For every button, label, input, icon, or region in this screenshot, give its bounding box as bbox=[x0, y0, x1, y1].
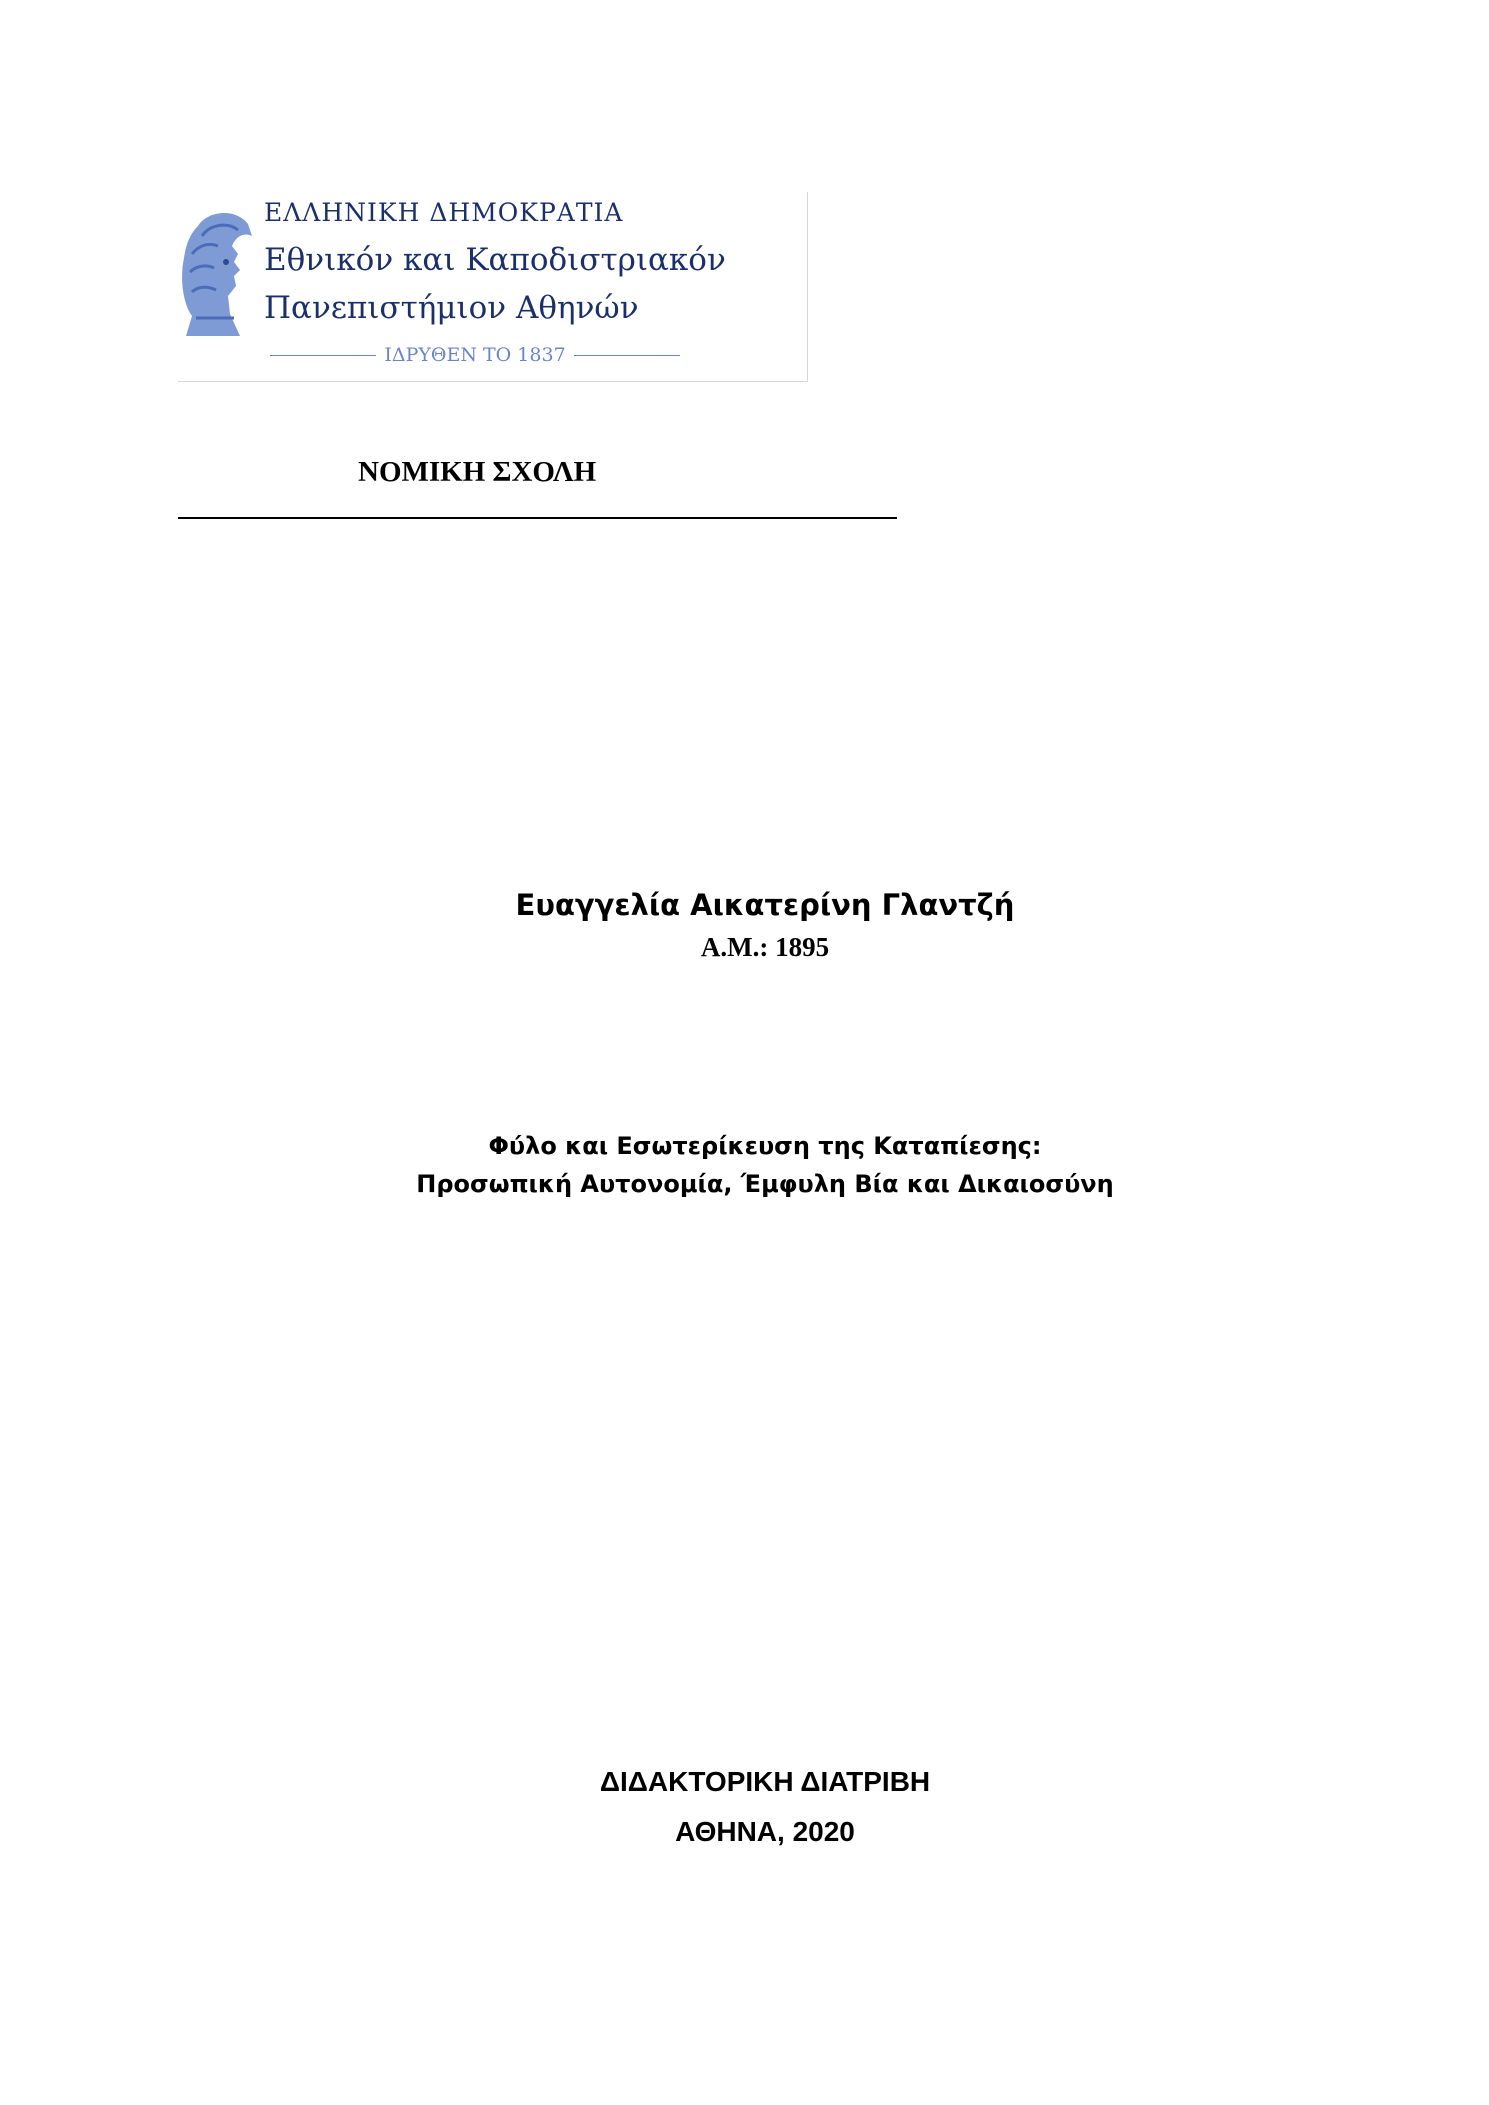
thesis-title-line1: Φύλο και Εσωτερίκευση της Καταπίεσης: bbox=[488, 1132, 1042, 1160]
faculty-divider bbox=[178, 517, 897, 519]
place-year: ΑΘΗΝΑ, 2020 bbox=[675, 1816, 855, 1847]
logo-founded bbox=[270, 344, 680, 366]
author-name: Ευαγγελία Αικατερίνη Γλαντζή bbox=[515, 888, 1015, 922]
athena-head-icon bbox=[178, 206, 256, 340]
logo-founded-text: ΙΔΡΥΘΕΝ ΤΟ 1837 bbox=[384, 344, 566, 366]
university-logo bbox=[178, 192, 808, 382]
degree-type: ΔΙΔΑΚΤΟΡΙΚΗ ΔΙΑΤΡΙΒΗ bbox=[599, 1766, 931, 1797]
logo-rule-right bbox=[574, 355, 680, 356]
logo-line-republic: ΕΛΛΗΝΙΚΗ ΔΗΜΟΚΡΑΤΙΑ bbox=[264, 198, 624, 227]
registration-number: Α.Μ.: 1895 bbox=[700, 932, 830, 962]
logo-line-university: Εθνικόν και Καποδιστριακόν bbox=[264, 242, 726, 278]
logo-rule-left bbox=[270, 355, 376, 356]
thesis-title-line2: Προσωπική Αυτονομία, Έμφυλη Βία και Δικαιοσύνη bbox=[416, 1170, 1114, 1198]
logo-line-athens: Πανεπιστήμιον Αθηνών bbox=[264, 290, 639, 326]
faculty-name: ΝΟΜΙΚΗ ΣΧΟΛΗ bbox=[358, 456, 597, 488]
